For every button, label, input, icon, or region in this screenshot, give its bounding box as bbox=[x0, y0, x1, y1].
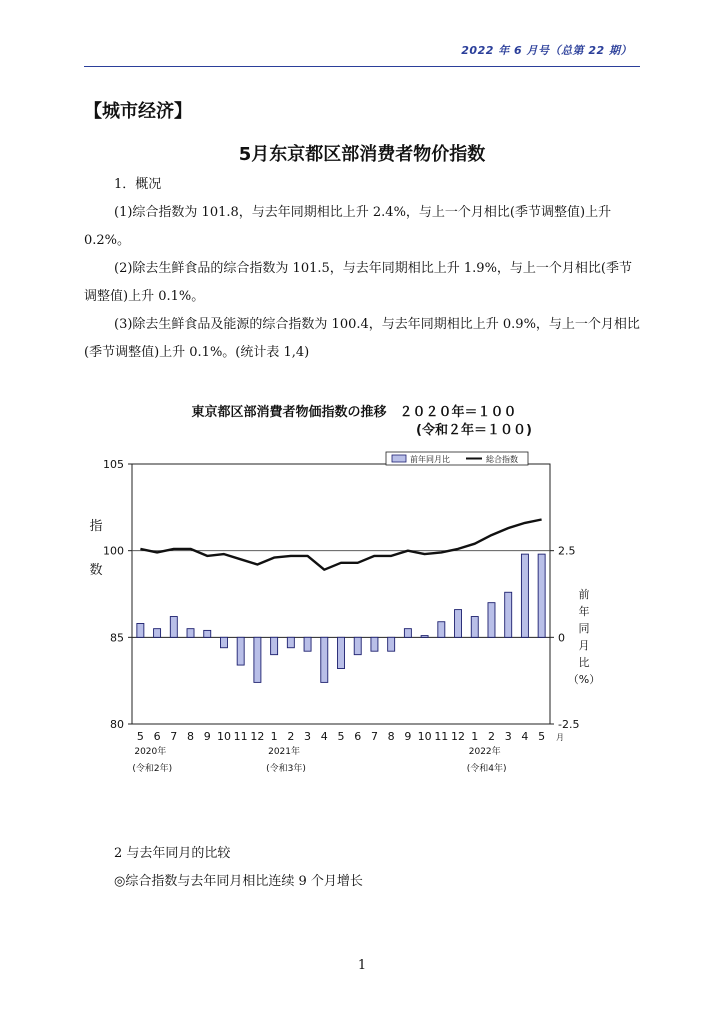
yoy-bar bbox=[338, 637, 345, 668]
x-tick-label: 6 bbox=[153, 730, 161, 743]
comparison-block bbox=[84, 840, 640, 896]
x-tick-label: 12 bbox=[451, 730, 466, 743]
left-tick-label: 100 bbox=[103, 544, 124, 558]
right-tick-label: -2.5 bbox=[558, 718, 580, 731]
yoy-bar bbox=[505, 592, 512, 637]
plot-frame bbox=[132, 464, 550, 724]
x-tick-label: 2 bbox=[487, 730, 495, 743]
x-tick-label: 2 bbox=[287, 730, 295, 743]
yoy-bar bbox=[455, 610, 462, 638]
right-axis-label-char: 同 bbox=[578, 622, 590, 635]
left-tick-label: 80 bbox=[110, 718, 124, 731]
yoy-bar bbox=[488, 603, 495, 638]
x-tick-label: 10 bbox=[417, 730, 432, 743]
x-tick-label: 4 bbox=[320, 730, 328, 743]
article-title: 5月东京都区部消费者物价指数 bbox=[238, 144, 486, 165]
legend-line-label: 総合指数 bbox=[486, 455, 518, 464]
x-tick-label: 3 bbox=[304, 730, 312, 743]
yoy-bar bbox=[254, 637, 261, 682]
x-tick-label: 9 bbox=[404, 730, 412, 743]
yoy-bar bbox=[354, 637, 361, 654]
page-number: 1 bbox=[357, 958, 367, 973]
era-label: (令和4年) bbox=[466, 764, 507, 774]
left-tick-label: 85 bbox=[110, 631, 124, 645]
yoy-bar bbox=[321, 637, 328, 682]
x-tick-label: 5 bbox=[136, 730, 144, 743]
left-axis-label-char: 数 bbox=[89, 563, 103, 578]
yoy-bar bbox=[220, 637, 227, 647]
legend-bar-swatch bbox=[392, 455, 406, 462]
yoy-bar bbox=[137, 623, 144, 637]
right-tick-label: 2.5 bbox=[558, 544, 576, 558]
x-tick-label: 5 bbox=[538, 730, 546, 743]
yoy-bar bbox=[371, 637, 378, 651]
overview-block bbox=[84, 171, 640, 367]
x-tick-label: 1 bbox=[471, 730, 479, 743]
overview-paragraph-3: (3)除去生鲜食品及能源的综合指数为 100.4，与去年同期相比上升 0.9%，与上一个月相比(季节调整值)上升 0.1%。(统计表 1,4) bbox=[84, 317, 640, 360]
yoy-bar bbox=[170, 617, 177, 638]
x-tick-label: 8 bbox=[387, 730, 395, 743]
year-label: 2022年 bbox=[468, 747, 501, 757]
x-tick-label: 9 bbox=[203, 730, 211, 743]
right-tick-label: 0 bbox=[558, 631, 565, 645]
yoy-bar bbox=[237, 637, 244, 665]
yoy-bar bbox=[471, 617, 478, 638]
yoy-bar bbox=[271, 637, 278, 654]
yoy-bar bbox=[438, 622, 445, 638]
right-axis-label-char: 比 bbox=[578, 656, 590, 669]
yoy-bar bbox=[304, 637, 311, 651]
right-axis-label-char: 年 bbox=[578, 605, 590, 618]
section-title: 【城市经济】 bbox=[84, 101, 192, 122]
era-label: (令和2年) bbox=[132, 764, 173, 774]
comparison-heading: 2 与去年同月的比较 bbox=[114, 846, 231, 861]
x-tick-label: 3 bbox=[504, 730, 512, 743]
yoy-bar bbox=[421, 636, 428, 638]
x-tick-label: 1 bbox=[270, 730, 278, 743]
cpi-index-line bbox=[140, 520, 541, 570]
yoy-bar bbox=[521, 554, 528, 637]
overview-paragraph-1: (1)综合指数为 101.8，与去年同期相比上升 2.4%，与上一个月相比(季节调整值)上升 0.2%。 bbox=[84, 205, 612, 248]
yoy-bar bbox=[388, 637, 395, 651]
x-tick-label: 11 bbox=[233, 730, 248, 743]
right-axis-label-char: 月 bbox=[578, 639, 590, 652]
yoy-bar bbox=[538, 554, 545, 637]
yoy-bar bbox=[187, 629, 194, 638]
overview-heading: 1．概况 bbox=[114, 177, 162, 192]
yoy-bar bbox=[204, 630, 211, 637]
x-month-suffix: 月 bbox=[556, 733, 564, 742]
chart-title-line2: (令和２年＝１００) bbox=[416, 423, 532, 438]
issue-note: 2022 年 6 月号（总第 22 期） bbox=[461, 44, 632, 57]
overview-paragraph-2: (2)除去生鲜食品的综合指数为 101.5，与去年同期相比上升 1.9%，与上一个月相比(季节调整值)上升 0.1%。 bbox=[84, 261, 632, 304]
x-tick-label: 10 bbox=[216, 730, 231, 743]
left-tick-label: 105 bbox=[103, 458, 124, 471]
cpi-chart bbox=[0, 390, 724, 790]
x-tick-label: 7 bbox=[370, 730, 378, 743]
right-axis-label-char: （%） bbox=[567, 673, 601, 686]
header-rule bbox=[84, 66, 640, 67]
year-label: 2021年 bbox=[268, 747, 301, 757]
yoy-bar bbox=[154, 629, 161, 638]
yoy-bar bbox=[287, 637, 294, 647]
legend-bar-label: 前年同月比 bbox=[410, 455, 450, 464]
x-tick-label: 11 bbox=[434, 730, 449, 743]
x-tick-label: 4 bbox=[521, 730, 529, 743]
x-tick-label: 6 bbox=[354, 730, 362, 743]
x-tick-label: 12 bbox=[250, 730, 265, 743]
x-tick-label: 8 bbox=[187, 730, 195, 743]
yoy-bar bbox=[404, 629, 411, 638]
comparison-line-1: ◎综合指数与去年同月相比连续 9 个月增长 bbox=[114, 874, 363, 889]
x-tick-label: 5 bbox=[337, 730, 345, 743]
left-axis-label-char: 指 bbox=[89, 519, 103, 534]
right-axis-label-char: 前 bbox=[578, 588, 590, 601]
year-label: 2020年 bbox=[134, 747, 167, 757]
x-tick-label: 7 bbox=[170, 730, 178, 743]
era-label: (令和3年) bbox=[266, 764, 306, 774]
chart-title-line1: 東京都区部消費者物価指数の推移 ２０２０年＝１００ bbox=[191, 405, 517, 420]
